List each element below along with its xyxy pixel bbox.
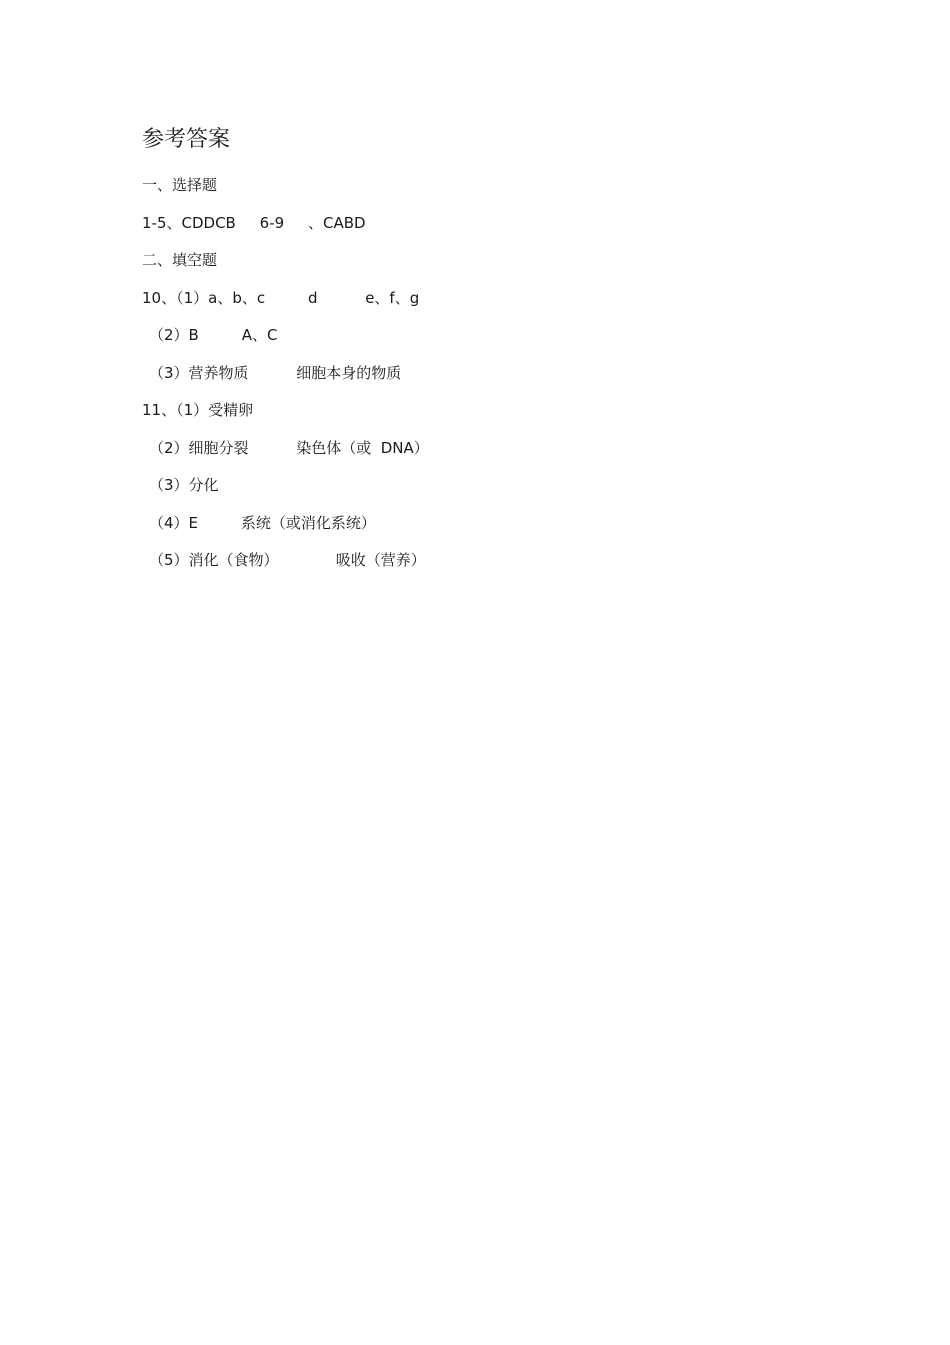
answer-q11-part5: （5）消化（食物） 吸收（营养） (149, 551, 426, 569)
answer-q10-part1: 10、（1）a、b、c d e、f、g (142, 288, 420, 307)
answer-q11-part3: （3）分化 (149, 476, 219, 494)
answer-q11-part4: （4）E 系统（或消化系统） (149, 513, 376, 532)
answer-q10-part2: （2）B A、C (149, 326, 278, 344)
document-content (142, 127, 890, 590)
document-title: 参考答案 (142, 127, 231, 152)
section-heading-multiple-choice: 一、选择题 (142, 176, 218, 194)
section-heading-fill-in-blank: 二、填空题 (142, 251, 218, 269)
answers-multiple-choice: 1-5、CDDCB 6-9 、CABD (142, 213, 366, 232)
answer-q11-part1: 11、（1）受精卵 (142, 401, 254, 419)
answer-q11-part2: （2）细胞分裂 染色体（或 DNA） (149, 438, 429, 457)
answer-q10-part3: （3）营养物质 细胞本身的物质 (149, 363, 402, 382)
